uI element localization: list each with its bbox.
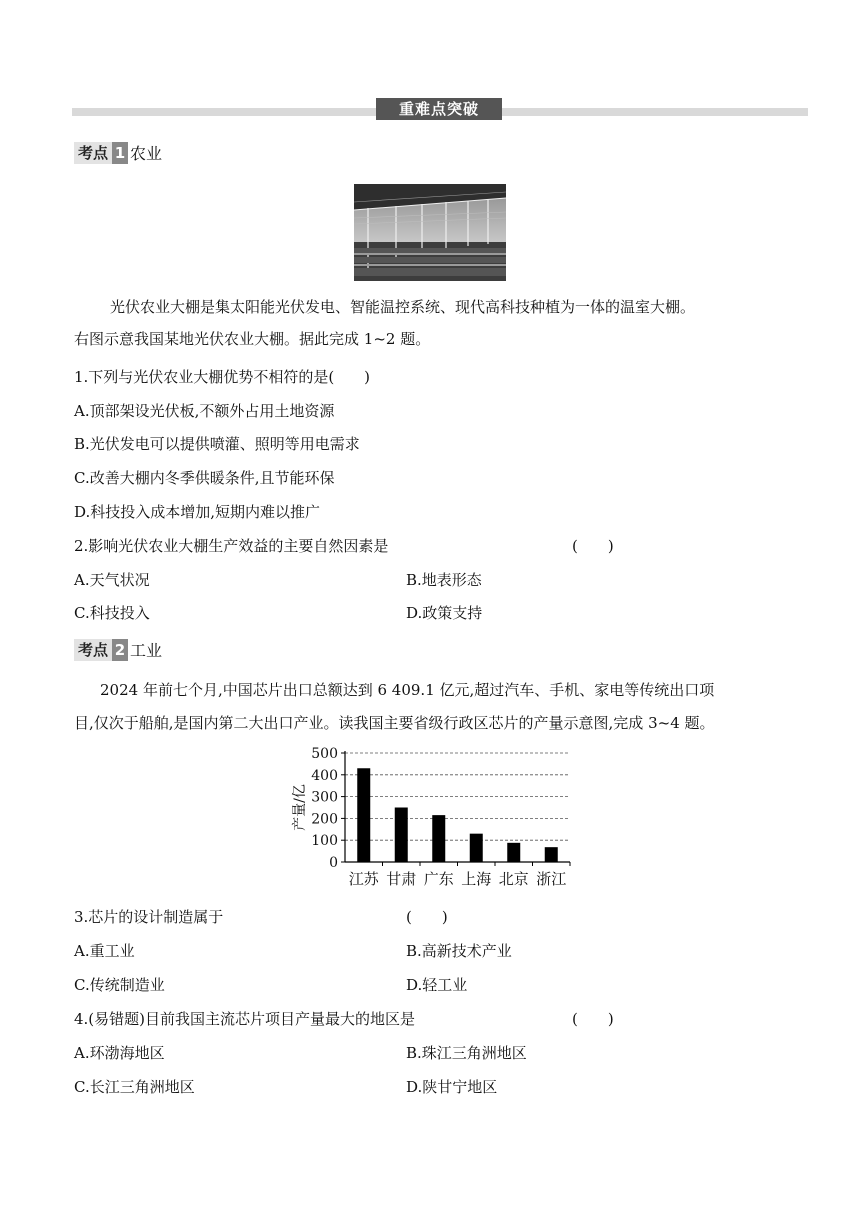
chart-bar: [395, 808, 408, 863]
question-1-stem: 1.下列与光伏农业大棚优势不相符的是( ): [74, 368, 371, 386]
question-4-option-c: C.长江三角洲地区: [74, 1078, 195, 1096]
question-3-option-b: B.高新技术产业: [406, 942, 512, 960]
greenhouse-photo: [354, 184, 506, 281]
y-tick-label: 0: [329, 855, 338, 871]
x-tick-label: 甘肃: [386, 870, 417, 888]
topic-number: 2: [112, 639, 128, 661]
question-1-option-c: C.改善大棚内冬季供暖条件,且节能环保: [74, 469, 335, 487]
y-tick-label: 400: [311, 767, 338, 784]
question-4-answer-blank: ( ): [572, 1010, 614, 1028]
question-3-option-d: D.轻工业: [406, 976, 468, 994]
chart-bar: [545, 847, 558, 862]
y-tick-label: 100: [311, 833, 338, 850]
topic-1-heading: [74, 141, 162, 164]
topic-name: 工业: [130, 641, 163, 660]
topic-label: 考点: [74, 142, 112, 164]
topic-2-heading: [74, 638, 162, 661]
y-tick-label: 200: [311, 811, 338, 828]
question-1-option-d: D.科技投入成本增加,短期内难以推广: [74, 503, 321, 521]
passage-1-line-1: 光伏农业大棚是集太阳能光伏发电、智能温控系统、现代高科技种植为一体的温室大棚。: [110, 298, 696, 316]
question-3-option-c: C.传统制造业: [74, 976, 165, 994]
section-header-title: 重难点突破: [376, 98, 502, 120]
chart-bar: [357, 768, 370, 862]
question-4-option-d: D.陕甘宁地区: [406, 1078, 498, 1096]
y-tick-label: 500: [311, 746, 338, 762]
x-tick-label: 江苏: [348, 870, 379, 888]
question-3-option-a: A.重工业: [74, 942, 135, 960]
chart-bar: [432, 815, 445, 862]
question-4-stem: 4.(易错题)目前我国主流芯片项目产量最大的地区是: [74, 1010, 416, 1028]
question-2-answer-blank: ( ): [572, 537, 614, 555]
question-2-option-d: D.政策支持: [406, 604, 483, 622]
x-tick-label: 广东: [423, 870, 454, 888]
topic-label: 考点: [74, 639, 112, 661]
passage-2-line-2: 目,仅次于船舶,是国内第二大出口产业。读我国主要省级行政区芯片的产量示意图,完成 3~4 题。: [74, 714, 715, 732]
question-3-answer-blank: ( ): [406, 908, 448, 926]
x-tick-label: 上海: [461, 870, 492, 888]
question-1-option-a: A.顶部架设光伏板,不额外占用土地资源: [74, 402, 335, 420]
question-2-stem: 2.影响光伏农业大棚生产效益的主要自然因素是: [74, 537, 389, 555]
passage-2-line-1: 2024 年前七个月,中国芯片出口总额达到 6 409.1 亿元,超过汽车、手机、家电等传统出口项: [100, 681, 715, 699]
x-tick-label: 浙江: [536, 870, 567, 888]
y-axis-label: 产量/亿: [292, 784, 308, 831]
question-4-option-a: A.环渤海地区: [74, 1044, 165, 1062]
passage-1-line-2: 右图示意我国某地光伏农业大棚。据此完成 1~2 题。: [74, 330, 431, 348]
question-3-stem: 3.芯片的设计制造属于: [74, 908, 224, 926]
question-4-option-b: B.珠江三角洲地区: [406, 1044, 527, 1062]
question-2-option-c: C.科技投入: [74, 604, 150, 622]
question-1-option-b: B.光伏发电可以提供喷灌、照明等用电需求: [74, 435, 360, 453]
x-tick-label: 北京: [498, 870, 529, 888]
chip-output-chart: [290, 744, 580, 894]
chart-bar: [470, 834, 483, 862]
topic-name: 农业: [130, 144, 163, 163]
chart-svg: [290, 744, 580, 894]
chart-bar: [507, 843, 520, 862]
y-tick-label: 300: [311, 789, 338, 806]
question-2-option-a: A.天气状况: [74, 571, 150, 589]
topic-number: 1: [112, 142, 128, 164]
question-2-option-b: B.地表形态: [406, 571, 482, 589]
